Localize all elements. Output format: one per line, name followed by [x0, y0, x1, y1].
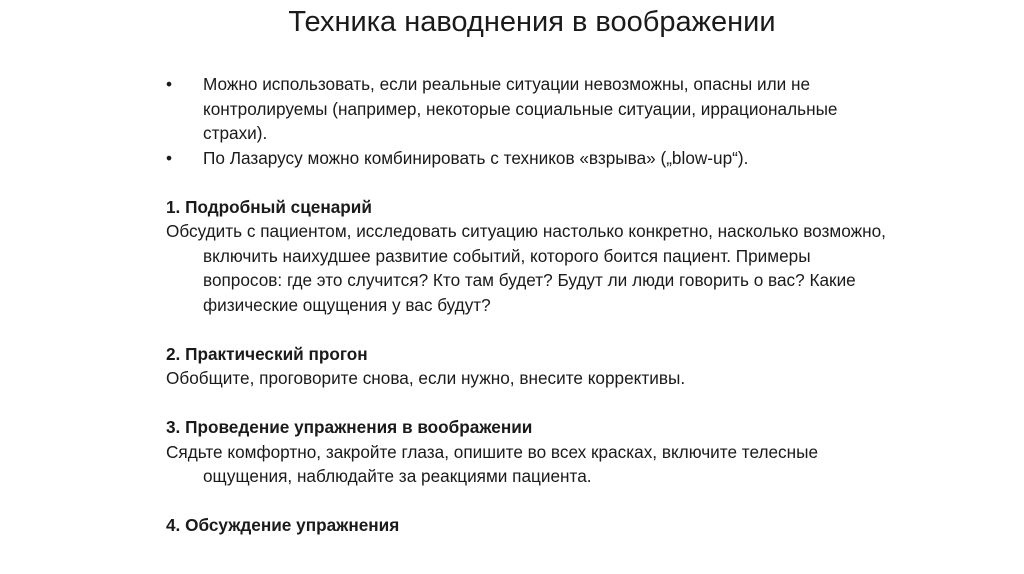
- spacer: [166, 317, 886, 342]
- step-section: [166, 513, 886, 538]
- step-section: [166, 415, 886, 489]
- spacer: [166, 489, 886, 514]
- spacer: [166, 170, 886, 195]
- step-heading: 4. Обсуждение упражнения: [166, 515, 400, 535]
- bullet-item: [166, 146, 886, 171]
- slide-title: Техника наводнения в воображении: [288, 6, 776, 38]
- bullet-item: [166, 72, 886, 146]
- bullet-list: [166, 72, 886, 170]
- step-heading: 1. Подробный сценарий: [166, 196, 372, 217]
- bullet-marker: •: [166, 74, 173, 94]
- step-section: [166, 195, 886, 318]
- step-body: Обсудить с пациентом, исследовать ситуацию настолько конкретно, насколько возможно, включить наихудшее развитие событий, которого боится пациент. Примеры вопросов: где это случится? Кто там будет? Будут ли люди говорить о вас? Какие физические ощущения у вас будут?: [166, 221, 886, 315]
- step-section: [166, 342, 886, 391]
- step-body: Сядьте комфортно, закройте глаза, опишите во всех красках, включите телесные ощущения, наблюдайте за реакциями пациента.: [166, 441, 819, 486]
- spacer: [166, 391, 886, 416]
- bullet-text: По Лазарусу можно комбинировать с техников «взрыва» („blow-up“).: [203, 147, 749, 168]
- step-heading: 3. Проведение упражнения в воображении: [166, 417, 533, 437]
- slide-content: [166, 72, 886, 538]
- bullet-marker: •: [166, 147, 173, 168]
- step-body: Обобщите, проговорите снова, если нужно, внесите коррективы.: [166, 368, 686, 388]
- bullet-text: Можно использовать, если реальные ситуации невозможны, опасны или не контролируемы (например, некоторые социальные ситуации, иррациональные страхи).: [203, 74, 838, 143]
- step-heading: 2. Практический прогон: [166, 343, 368, 364]
